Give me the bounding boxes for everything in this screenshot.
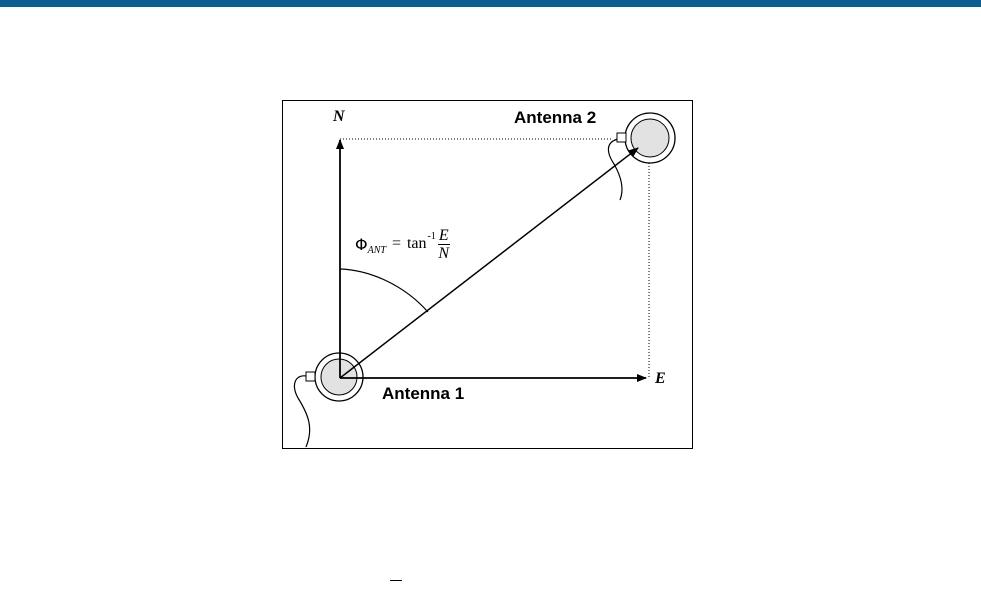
antenna1-label: Antenna 1	[382, 384, 465, 403]
heading-formula	[355, 222, 450, 266]
antenna2-disc	[631, 119, 669, 157]
phi-subscript: ANT	[367, 244, 386, 256]
inverse-exponent: -1	[427, 230, 436, 242]
heading-angle-arc	[340, 269, 428, 312]
fraction	[438, 227, 450, 262]
page-mark-line	[390, 580, 402, 581]
antenna1-connector	[306, 372, 315, 381]
phi-symbol: Φ	[355, 234, 368, 254]
tan-function: tan	[406, 235, 427, 252]
antenna2-connector	[617, 133, 626, 142]
north-axis-label: N	[333, 108, 345, 125]
antenna1-cable	[294, 376, 310, 447]
fraction-denominator: N	[438, 244, 450, 262]
east-axis-label: E	[655, 370, 666, 387]
antenna1-disc	[321, 359, 357, 395]
equals-sign: =	[391, 235, 401, 252]
fraction-numerator: E	[438, 226, 449, 244]
antenna2-label: Antenna 2	[514, 108, 597, 127]
